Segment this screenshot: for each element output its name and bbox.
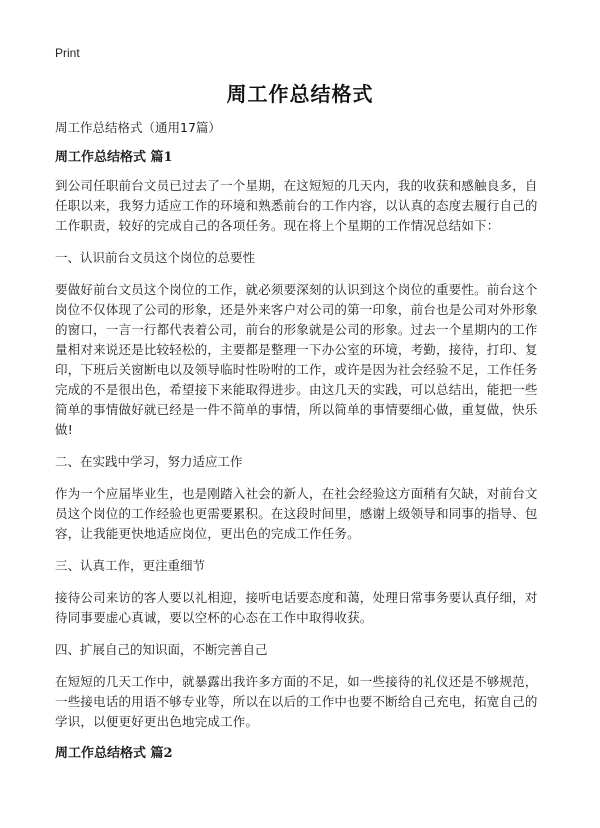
intro-paragraph: 到公司任职前台文员已过去了一个星期，在这短短的几天内，我的收获和感触良多，自任职以来，我努力适应工作的环境和熟悉前台的工作内容，以认真的态度去履行自己的工作职责，较好的完成自己的各项任务。现在将上个星期的工作情况总结如下：	[55, 178, 538, 233]
point-3-body: 接待公司来访的客人要以礼相迎，接听电话要态度和蔼，处理日常事务要认真仔细，对待同事要虚心真诚，要以空杯的心态在工作中取得收获。	[55, 590, 538, 625]
point-3-heading: 三、认真工作，更注重细节	[55, 558, 206, 573]
print-link[interactable]: Print	[55, 46, 80, 60]
section-heading-2: 周工作总结格式 篇2	[55, 746, 173, 761]
document-subtitle: 周工作总结格式（通用17篇）	[55, 120, 221, 135]
point-2-body: 作为一个应届毕业生，也是刚踏入社会的新人，在社会经验这方面稍有欠缺，对前台文员这个岗位的工作经验也更需要累积。在这段时间里，感谢上级领导和同事的指导、包容，让我能更快地适应岗位，更出色的完成工作任务。	[55, 486, 538, 541]
point-4-heading: 四、扩展自己的知识面，不断完善自己	[55, 642, 268, 657]
point-1-heading: 一、认识前台文员这个岗位的总要性	[55, 250, 256, 265]
section-heading-1: 周工作总结格式 篇1	[55, 150, 173, 165]
point-4-body: 在短短的几天工作中，就暴露出我许多方面的不足，如一些接待的礼仪还是不够规范，一些接电话的用语不够专业等，所以在以后的工作中也要不断给自己充电，拓宽自己的学识，以便更好更出色地完成工作。	[55, 674, 538, 729]
page-title: 周工作总结格式	[226, 82, 374, 106]
point-1-body: 要做好前台文员这个岗位的工作，就必须要深刻的认识到这个岗位的重要性。前台这个岗位不仅体现了公司的形象，还是外来客户对公司的第一印象，前台也是公司对外形象的窗口，一言一行都代表着公司，前台的形象就是公司的形象。过去一个星期内的工作量相对来说还是比较轻松的，主要都是整理一下办公室的环境，考勤，接待，打印、复印，下班后关窗断电以及领导临时性吩咐的工作，或许是因为社会经验不足，工作任务完成的不是很出色，希望接下来能取得进步。由这几天的实践，可以总结出，能把一些简单的事情做好就已经是一件不简单的事情，所以简单的事情要细心做，重复做，快乐做!	[55, 282, 538, 437]
document-body	[55, 118, 545, 772]
point-2-heading: 二、在实践中学习，努力适应工作	[55, 454, 243, 469]
